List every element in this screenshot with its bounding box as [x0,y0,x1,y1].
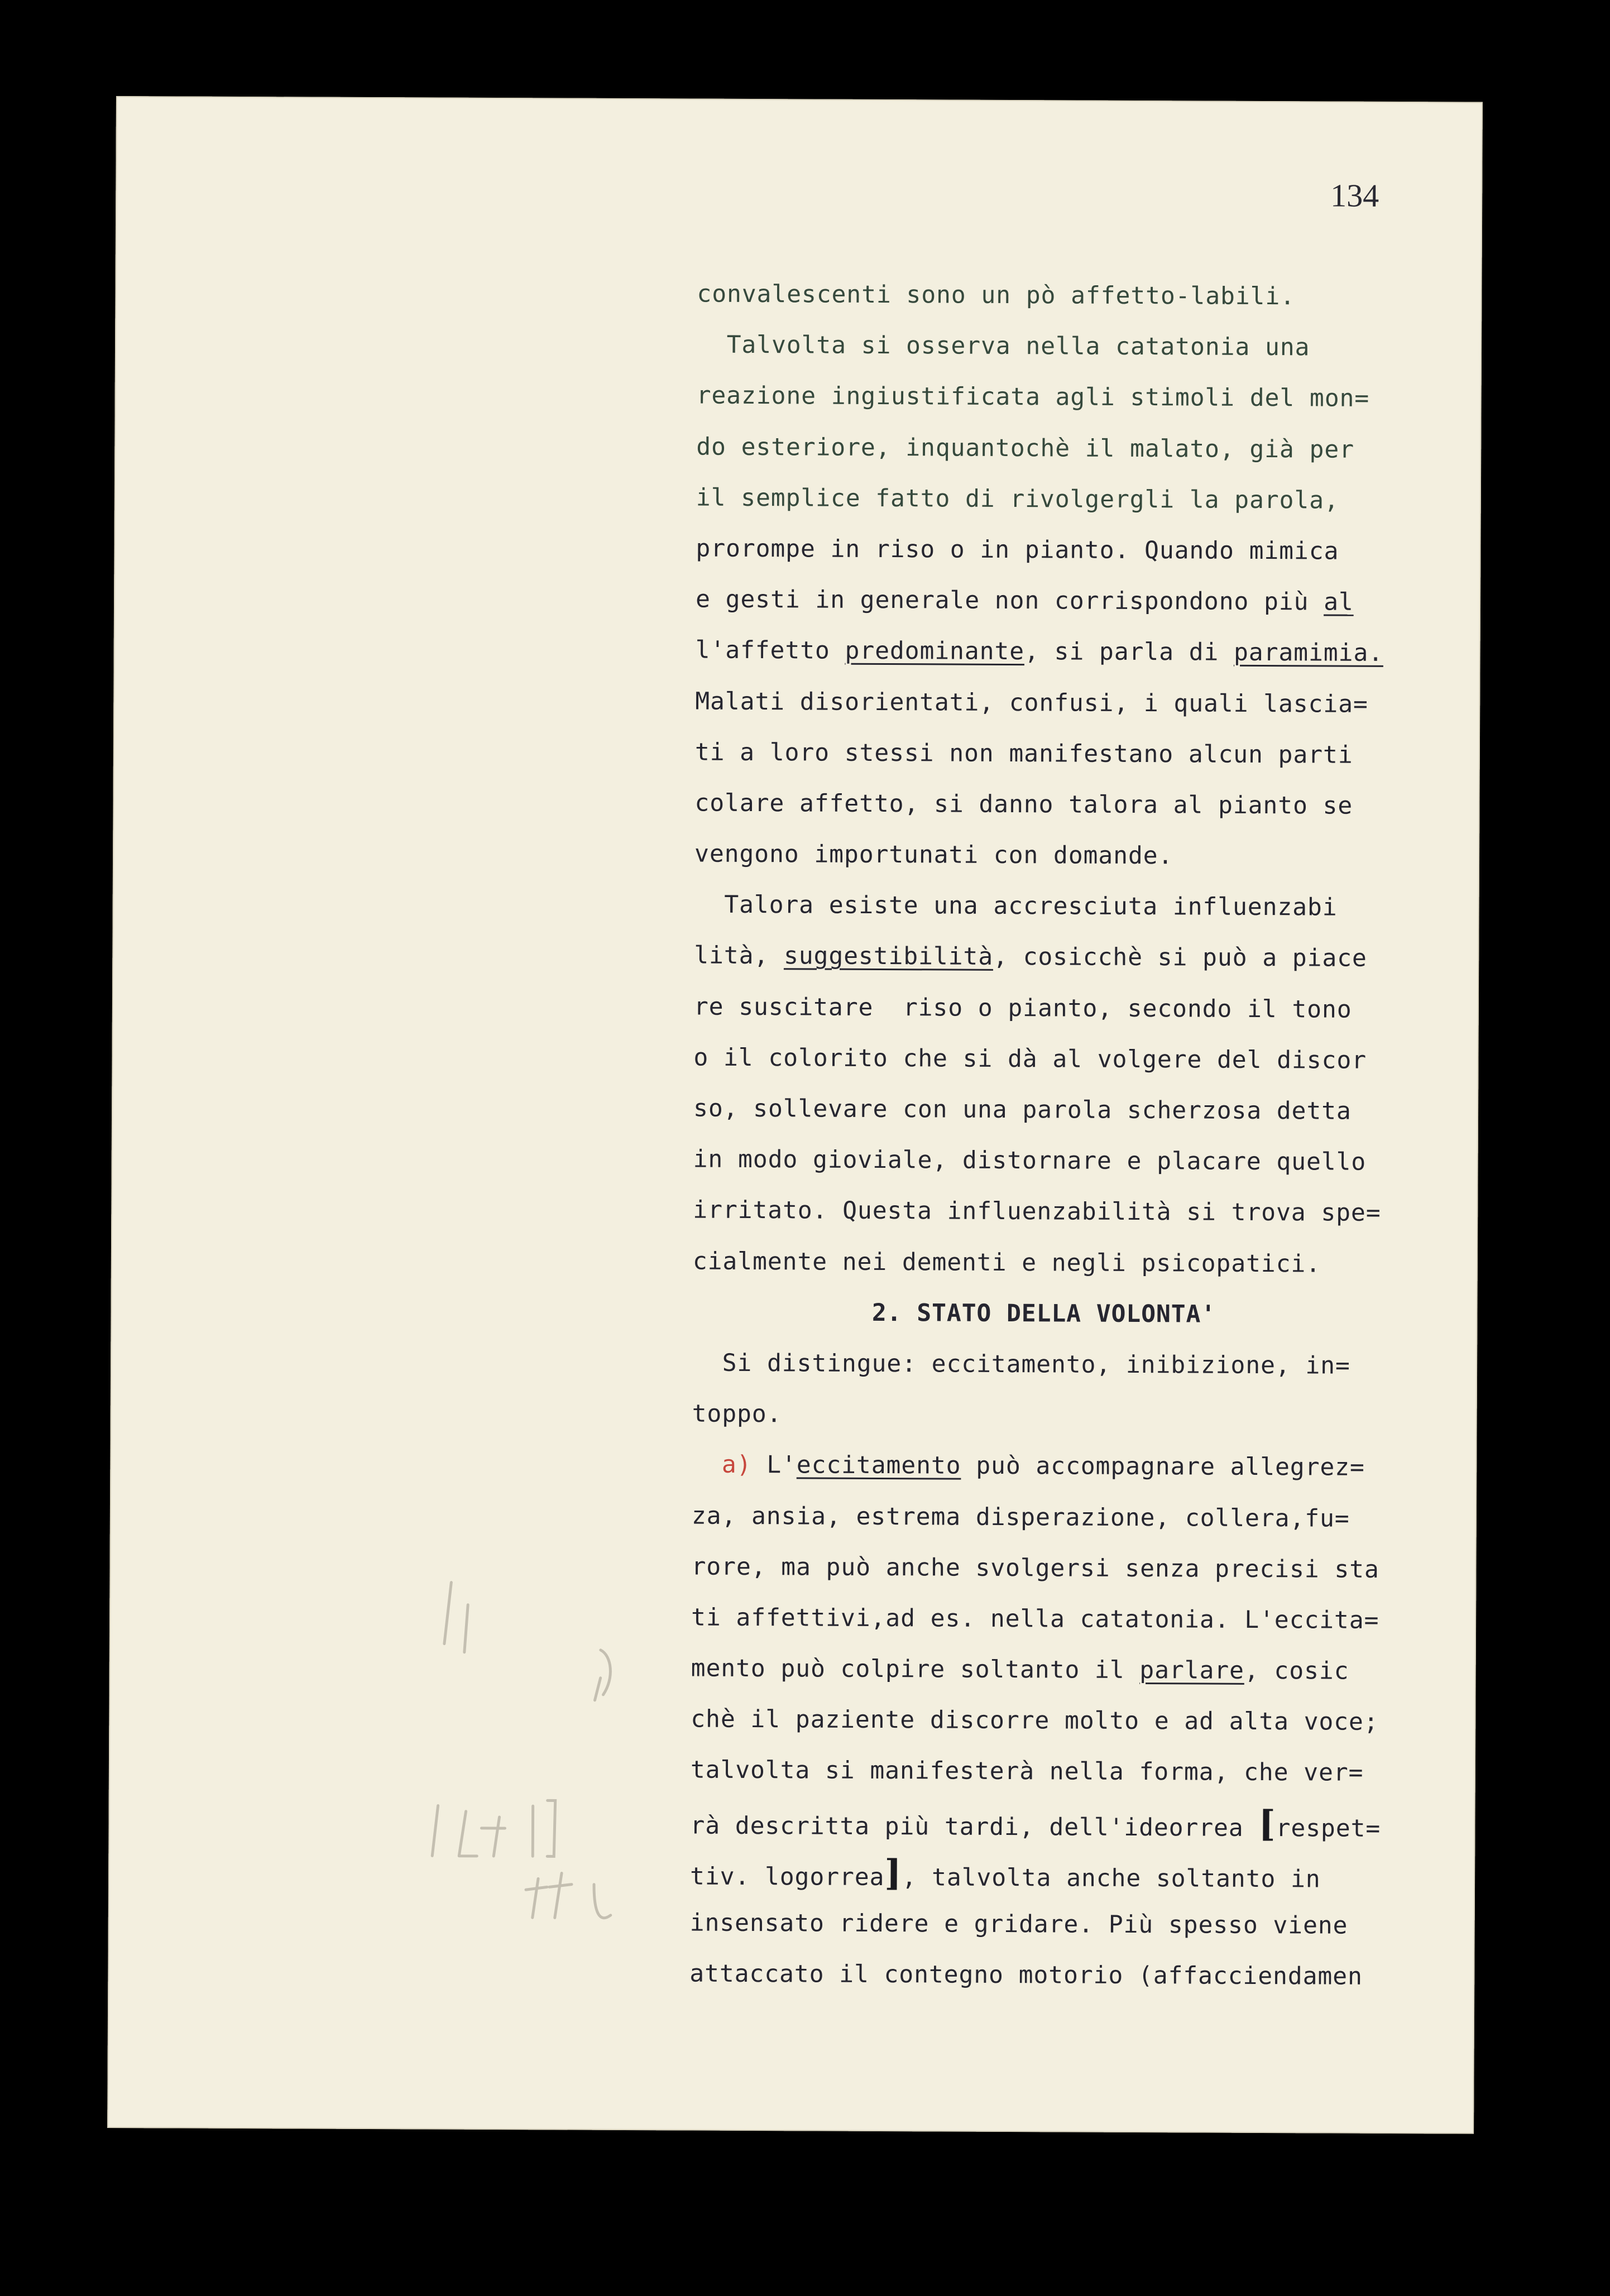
text-line [690,1898,1483,1952]
line-text: vengono importunati con domande. [694,840,1173,870]
typed-text-block [689,269,1490,2003]
line-text: colare affetto, si danno talora al pianto se [694,789,1353,820]
line-text: toppo. [692,1399,782,1429]
line-text: L' [751,1451,797,1479]
text-line [692,1389,1485,1443]
text-line [696,472,1489,526]
line-text: , si parla di [1024,637,1234,667]
text-line [695,676,1488,730]
text-line [696,421,1489,476]
line-text: respet= [1276,1814,1381,1843]
underlined-text: paramimia. [1233,639,1384,668]
line-text: do esteriore, inquantochè il malato, già per [696,433,1355,464]
item-marker: a) [721,1451,752,1479]
section-heading [692,1287,1485,1341]
line-text: re suscitare riso o pianto, secondo il tono [693,993,1352,1024]
line-text: cialmente nei dementi e negli psicopatici. [692,1247,1321,1278]
line-text: convalescenti sono un pò affetto-labili. [697,280,1296,311]
line-text: tiv. logorrea [689,1862,885,1891]
text-line [697,320,1489,374]
line-text: talvolta si manifesterà nella forma, che ver= [690,1756,1364,1787]
handwritten-bracket-open: [ [1258,1803,1276,1845]
text-line [693,1185,1486,1239]
text-line [693,1084,1486,1138]
text-line [694,829,1487,883]
text-line [692,1338,1485,1392]
text-line [691,1643,1484,1698]
line-text: chè il paziente discorre molto e ad alta voce; [691,1705,1379,1737]
text-line [693,1032,1486,1086]
underlined-text: al [1324,588,1354,616]
text-line [691,1694,1483,1748]
text-line [694,981,1487,1036]
line-text: , cosic [1244,1656,1349,1685]
heading-text: 2. STATO DELLA VOLONTA' [692,1298,1216,1329]
text-line [697,269,1489,323]
text-line [696,523,1488,577]
handwritten-bracket-close: ] [884,1852,902,1894]
line-text: mento può colpire soltanto il [691,1654,1140,1685]
line-text: , cosicchè si può a piace [993,943,1367,973]
line-text: insensato ridere e gridare. Più spesso viene [689,1909,1348,1940]
line-text: Talvolta si osserva nella catatonia una [696,330,1310,362]
text-line [694,778,1487,832]
text-line [694,880,1487,934]
text-line [690,1796,1483,1850]
text-line [693,1134,1486,1188]
underlined-text: parlare [1139,1656,1245,1685]
text-line [695,727,1488,781]
line-text: rà descritta più tardi, dell'ideorrea [690,1811,1259,1842]
underlined-text: eccitamento [796,1451,961,1480]
line-text: za, ansia, estrema disperazione, collera,fu= [691,1502,1350,1533]
line-text: il semplice fatto di rivolgergli la parola, [696,483,1339,515]
page-number: 134 [1330,177,1379,214]
line-text: , talvolta anche soltanto in [902,1863,1321,1894]
line-text: attaccato il contegno motorio (affacciendamen [689,1959,1363,1991]
text-line [692,1440,1484,1494]
text-line [694,931,1487,985]
line-text: Si distingue: eccitamento, inibizione, in= [692,1349,1350,1380]
line-text: Malati disorientati, confusi, i quali lascia= [695,687,1368,718]
line-text: irritato. Questa influenzabilità si trova spe= [693,1196,1381,1228]
line-text: lità, [694,941,784,970]
line-text: Talora esiste una accresciuta influenzabi [694,890,1338,922]
text-line [690,1847,1483,1901]
underlined-text: suggestibilità [783,942,994,971]
line-text: e gesti in generale non corrispondono più [695,585,1324,616]
text-line [692,1490,1484,1545]
underlined-text: predominante [845,637,1025,666]
text-line [691,1592,1484,1646]
line-text: ti affettivi,ad es. nella catatonia. L'eccita= [691,1603,1379,1634]
line-text: so, sollevare con una parola scherzosa detta [693,1094,1352,1125]
text-line [696,371,1489,425]
line-text: ti a loro stessi non manifestano alcun parti [694,738,1353,769]
paper-sheet [107,96,1483,2134]
text-line [691,1541,1484,1595]
line-text: l'affetto [695,636,845,665]
text-line [696,574,1488,629]
line-text: rore, ma può anche svolgersi senza precisi sta [691,1552,1379,1584]
line-text: o il colorito che si dà al volgere del discor [693,1043,1367,1075]
text-line [691,1745,1483,1799]
text-line [689,1949,1482,2003]
line-text: prorompe in riso o in pianto. Quando mimica [696,534,1339,565]
text-line [693,1236,1486,1290]
line-text: può accompagnare allegrez= [961,1451,1365,1482]
line-text [692,1451,722,1479]
text-line [695,625,1488,679]
line-text: in modo gioviale, distornare e placare quello [693,1145,1367,1176]
line-text: reazione ingiustificata agli stimoli del mon= [696,381,1370,413]
